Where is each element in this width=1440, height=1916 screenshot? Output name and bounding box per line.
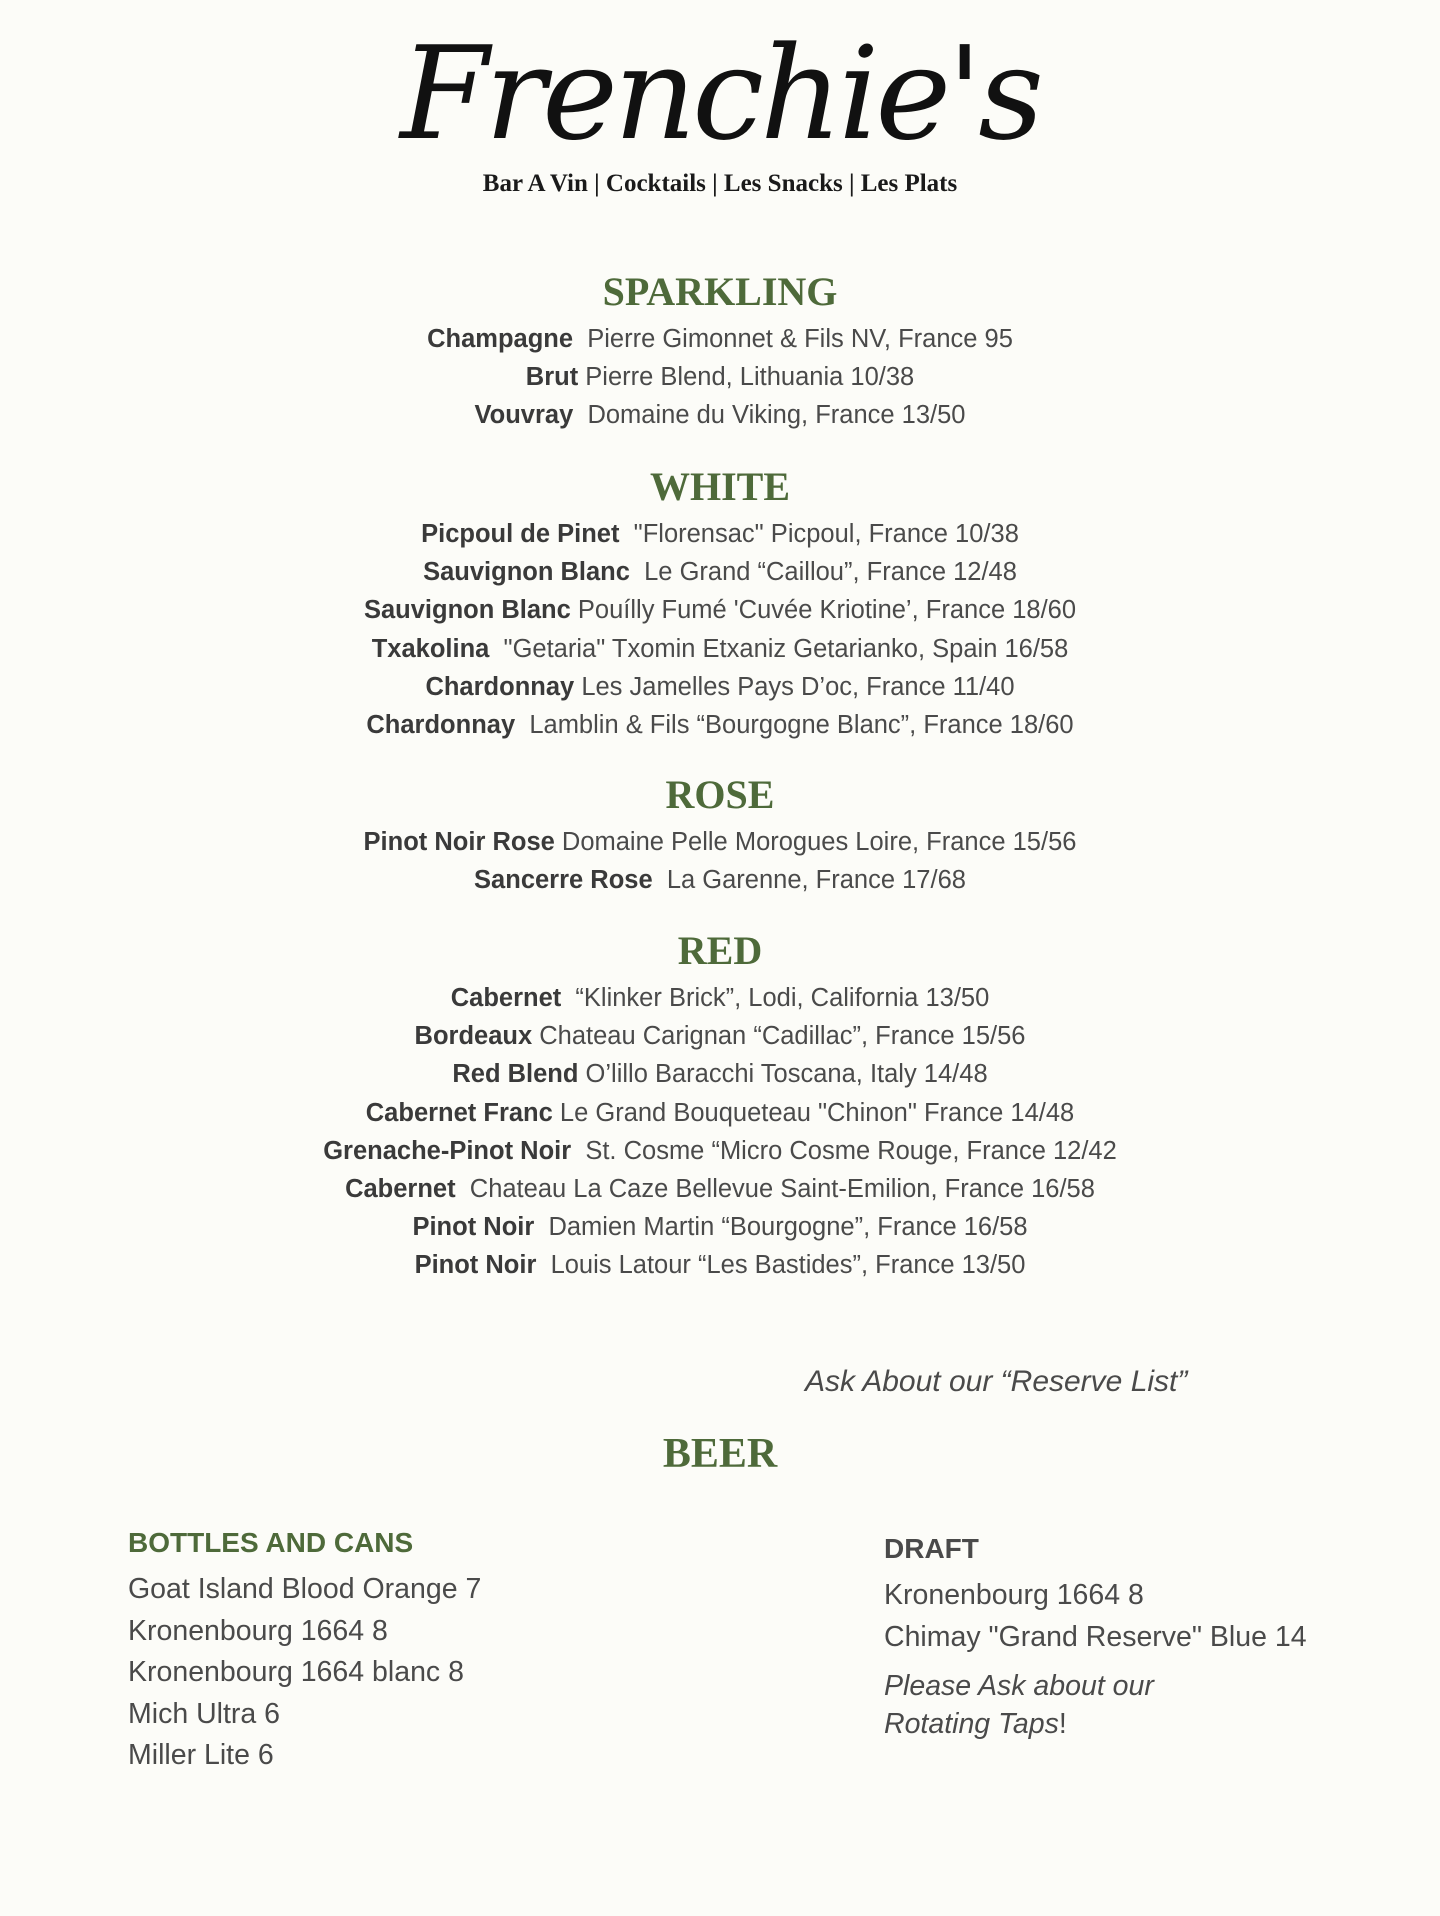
draft-list — [884, 1533, 1307, 1740]
wine-item — [0, 1208, 1440, 1246]
wine-item — [0, 1055, 1440, 1093]
wine-item — [0, 1170, 1440, 1208]
wine-name: Sauvignon Blanc — [363, 596, 571, 625]
rotating-taps-exclaim: ! — [1058, 1708, 1067, 1740]
wine-name: Sancerre Rose — [474, 866, 653, 895]
section-white — [0, 463, 1440, 744]
wine-name: Vouvray — [474, 401, 574, 430]
wine-name: Txakolina — [371, 634, 490, 663]
wine-desc: Chateau La Caze Bellevue Saint-Emilion, France 16/58 — [469, 1175, 1095, 1204]
wine-name: Pinot Noir — [414, 1251, 537, 1280]
wine-name: Chardonnay — [425, 672, 575, 701]
wine-name: Cabernet Franc — [365, 1098, 553, 1127]
wine-desc: Louis Latour “Les Bastides”, France 13/50 — [550, 1251, 1026, 1280]
wine-item — [0, 358, 1440, 396]
wine-item — [0, 861, 1440, 899]
wine-desc: La Garenne, France 17/68 — [666, 866, 966, 895]
rotating-taps-note-line2 — [884, 1708, 1307, 1740]
beer-item: Mich Ultra 6 — [128, 1697, 281, 1730]
section-title-sparkling: SPARKLING — [602, 269, 838, 314]
wine-desc: Les Jamelles Pays D’oc, France 11/40 — [581, 672, 1015, 701]
wine-name: Grenache-Pinot Noir — [323, 1136, 572, 1165]
wine-name: Chardonnay — [366, 711, 516, 740]
wine-desc: Damien Martin “Bourgogne”, France 16/58 — [548, 1213, 1028, 1242]
beer-item: Goat Island Blood Orange 7 — [128, 1573, 482, 1605]
wine-item — [0, 823, 1440, 861]
beer-item: Kronenbourg 1664 blanc 8 — [128, 1656, 464, 1688]
reserve-list-note: Ask About our “Reserve List” — [805, 1365, 1188, 1398]
wine-item — [0, 979, 1440, 1017]
wine-name: Cabernet — [450, 984, 562, 1012]
wine-name: Picpoul de Pinet — [421, 520, 620, 548]
rotating-taps-note-line1: Please Ask about our — [884, 1670, 1154, 1702]
wine-desc: Chateau Carignan “Cadillac”, France 15/56 — [539, 1022, 1026, 1051]
section-title-red: RED — [677, 928, 763, 973]
section-title-rose: ROSE — [665, 772, 775, 817]
section-title-beer: BEER — [662, 1431, 778, 1477]
wine-name: Red Blend — [452, 1060, 579, 1089]
wine-desc: O’lillo Baracchi Toscana, Italy 14/48 — [585, 1060, 988, 1089]
wine-desc: “Klinker Brick”, Lodi, California 13/50 — [575, 984, 990, 1012]
wine-item — [0, 1094, 1440, 1132]
beer-item: Kronenbourg 1664 8 — [884, 1579, 1144, 1611]
wine-item — [0, 1017, 1440, 1055]
wine-desc: Pouílly Fumé 'Cuvée Kriotine’, France 18/60 — [577, 596, 1077, 625]
section-title-white: WHITE — [649, 464, 791, 509]
bottles-title: BOTTLES AND CANS — [128, 1527, 414, 1558]
wine-name: Champagne — [427, 325, 574, 353]
draft-title: DRAFT — [884, 1533, 979, 1564]
wine-item — [0, 591, 1440, 629]
wine-item — [0, 396, 1440, 434]
beer-item: Miller Lite 6 — [128, 1739, 274, 1771]
wine-desc: Domaine Pelle Morogues Loire, France 15/56 — [561, 828, 1077, 856]
wine-item — [0, 668, 1440, 706]
rotating-taps-text: Rotating Taps — [884, 1708, 1059, 1740]
wine-desc: St. Cosme “Micro Cosme Rouge, France 12/42 — [585, 1136, 1117, 1165]
wine-name: Sauvignon Blanc — [423, 558, 630, 587]
wine-name: Brut — [525, 363, 579, 392]
wine-item — [0, 553, 1440, 591]
wine-name: Cabernet — [345, 1175, 456, 1204]
bottles-and-cans-list — [128, 1527, 481, 1777]
wine-desc: Lamblin & Fils “Bourgogne Blanc”, France 18/60 — [529, 711, 1074, 740]
beer-item: Chimay "Grand Reserve" Blue 14 — [884, 1620, 1307, 1653]
wine-name: Pinot Noir — [412, 1213, 535, 1242]
wine-name: Bordeaux — [414, 1022, 533, 1051]
wine-item — [0, 630, 1440, 668]
wine-item — [0, 1132, 1440, 1170]
wine-item — [0, 1246, 1440, 1284]
tagline: Bar A Vin | Cocktails | Les Snacks | Les Plats — [482, 170, 958, 197]
wine-item — [0, 706, 1440, 744]
wine-desc: Pierre Blend, Lithuania 10/38 — [585, 363, 915, 392]
wine-item — [0, 320, 1440, 358]
wine-desc: Pierre Gimonnet & Fils NV, France 95 — [587, 325, 1013, 353]
wine-desc: "Florensac" Picpoul, France 10/38 — [633, 520, 1019, 548]
wine-desc: Domaine du Viking, France 13/50 — [587, 401, 966, 430]
wine-desc: Le Grand Bouqueteau "Chinon" France 14/48 — [559, 1098, 1075, 1127]
beer-item: Kronenbourg 1664 8 — [128, 1614, 388, 1647]
wine-item — [0, 515, 1440, 553]
wine-desc: Le Grand “Caillou”, France 12/48 — [644, 558, 1017, 587]
wine-desc: "Getaria" Txomin Etxaniz Getarianko, Spain 16/58 — [503, 634, 1069, 663]
section-rose — [0, 771, 1440, 899]
wine-name: Pinot Noir Rose — [363, 828, 555, 856]
section-sparkling — [0, 268, 1440, 435]
restaurant-logo: Frenchie's — [400, 20, 1040, 169]
section-red — [0, 927, 1440, 1285]
